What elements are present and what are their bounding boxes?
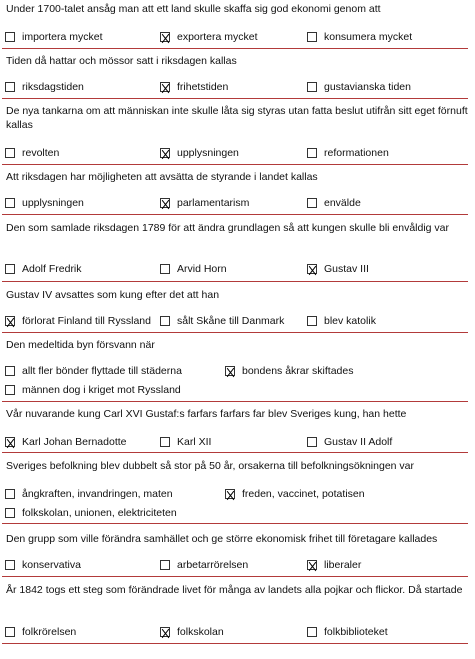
checkbox-checked[interactable]	[307, 264, 317, 274]
answer-option-label: folkrörelsen	[22, 625, 77, 638]
question-divider	[2, 452, 468, 453]
answer-option-label: folkbiblioteket	[324, 625, 388, 638]
answer-option[interactable]	[307, 558, 361, 571]
question-divider	[2, 214, 468, 215]
question-text: Den som samlade riksdagen 1789 för att ändra grundlagen så att kungen skulle bli envåldig var	[6, 222, 450, 234]
answer-option-label: sålt Skåne till Danmark	[177, 314, 285, 327]
answer-option[interactable]	[5, 625, 76, 638]
answer-option-label: folkskolan	[177, 625, 224, 638]
answer-option-label: männen dog i kriget mot Ryssland	[22, 383, 181, 396]
answer-option-label: exportera mycket	[177, 30, 258, 43]
answer-option[interactable]	[5, 435, 127, 448]
answer-option[interactable]	[307, 196, 361, 209]
answer-option[interactable]	[5, 383, 181, 396]
answer-option[interactable]	[307, 435, 392, 448]
checkbox[interactable]	[5, 264, 15, 274]
checkbox-checked[interactable]	[160, 82, 170, 92]
answer-option[interactable]	[5, 364, 182, 377]
answer-option-label: reformationen	[324, 146, 389, 159]
answer-option[interactable]	[307, 30, 412, 43]
question-text: De nya tankarna om att människan inte skulle låta sig styras utan fatta beslut utifrån sitt eget förnuft kallas	[6, 105, 468, 131]
answer-option[interactable]	[160, 558, 248, 571]
answer-option-label: gustavianska tiden	[324, 80, 411, 93]
question-divider	[2, 401, 468, 402]
answer-option-label: förlorat Finland till Ryssland	[22, 314, 151, 327]
checkbox[interactable]	[307, 148, 317, 158]
question-divider	[2, 164, 468, 165]
checkbox[interactable]	[307, 82, 317, 92]
checkbox-checked[interactable]	[225, 366, 235, 376]
answer-option[interactable]	[307, 80, 411, 93]
answer-option[interactable]	[160, 314, 284, 327]
answer-option[interactable]	[5, 314, 151, 327]
answer-option-label: importera mycket	[22, 30, 103, 43]
checkbox[interactable]	[5, 82, 15, 92]
question-text: Den grupp som ville förändra samhället och ge större ekonomisk frihet till företagare kallades	[6, 533, 438, 545]
answer-option[interactable]	[225, 364, 353, 377]
checkbox-checked[interactable]	[160, 627, 170, 637]
question-text: År 1842 togs ett steg som förändrade livet för många av landets alla pojkar och flickor. Då startade	[6, 584, 463, 596]
checkbox-checked[interactable]	[160, 198, 170, 208]
answer-option[interactable]	[5, 30, 103, 43]
answer-option[interactable]	[5, 558, 81, 571]
checkbox[interactable]	[307, 437, 317, 447]
answer-option-label: parlamentarism	[177, 196, 250, 209]
checkbox[interactable]	[5, 366, 15, 376]
answer-option[interactable]	[5, 146, 59, 159]
question-text: Sveriges befolkning blev dubbelt så stor på 50 år, orsakerna till befolkningsökningen var	[6, 460, 414, 472]
answer-option-label: blev katolik	[324, 314, 376, 327]
checkbox-checked[interactable]	[5, 316, 15, 326]
checkbox-checked[interactable]	[307, 560, 317, 570]
checkbox-checked[interactable]	[5, 437, 15, 447]
answer-option[interactable]	[160, 80, 228, 93]
question-divider	[2, 98, 468, 99]
checkbox[interactable]	[5, 627, 15, 637]
checkbox[interactable]	[5, 560, 15, 570]
checkbox[interactable]	[160, 560, 170, 570]
answer-option-label: allt fler bönder flyttade till städerna	[22, 364, 182, 377]
answer-option[interactable]	[5, 262, 82, 275]
answer-option[interactable]	[307, 625, 388, 638]
question-text: Under 1700-talet ansåg man att ett land skulle skaffa sig god ekonomi genom att	[6, 3, 381, 15]
answer-option-label: folkskolan, unionen, elektriciteten	[22, 506, 177, 519]
checkbox-checked[interactable]	[160, 148, 170, 158]
question-divider	[2, 281, 468, 282]
answer-option-label: frihetstiden	[177, 80, 229, 93]
answer-option-label: upplysningen	[177, 146, 239, 159]
answer-option[interactable]	[225, 487, 365, 500]
answer-option[interactable]	[5, 506, 177, 519]
checkbox[interactable]	[307, 198, 317, 208]
question-divider	[2, 48, 468, 49]
checkbox[interactable]	[5, 508, 15, 518]
answer-option-label: bondens åkrar skiftades	[242, 364, 354, 377]
question-text: Den medeltida byn försvann när	[6, 339, 155, 351]
checkbox[interactable]	[307, 32, 317, 42]
answer-option-label: revolten	[22, 146, 60, 159]
answer-option-label: Adolf Fredrik	[22, 262, 82, 275]
answer-option[interactable]	[160, 435, 211, 448]
answer-option[interactable]	[307, 146, 389, 159]
question-divider	[2, 576, 468, 577]
answer-option[interactable]	[307, 262, 369, 275]
answer-option-label: arbetarrörelsen	[177, 558, 249, 571]
checkbox[interactable]	[5, 32, 15, 42]
answer-option-label: ångkraften, invandringen, maten	[22, 487, 173, 500]
checkbox-checked[interactable]	[160, 32, 170, 42]
answer-option[interactable]	[160, 625, 224, 638]
checkbox[interactable]	[307, 627, 317, 637]
answer-option[interactable]	[5, 196, 84, 209]
answer-option-label: Gustav II Adolf	[324, 435, 393, 448]
answer-option-label: riksdagstiden	[22, 80, 84, 93]
question-text: Tiden då hattar och mössor satt i riksdagen kallas	[6, 55, 237, 67]
answer-option[interactable]	[5, 487, 173, 500]
answer-option-label: upplysningen	[22, 196, 84, 209]
question-divider	[2, 332, 468, 333]
checkbox[interactable]	[160, 437, 170, 447]
answer-option[interactable]	[307, 314, 376, 327]
answer-option-label: Karl Johan Bernadotte	[22, 435, 127, 448]
answer-option-label: liberaler	[324, 558, 362, 571]
checkbox[interactable]	[160, 264, 170, 274]
answer-option-label: Arvid Horn	[177, 262, 227, 275]
answer-option[interactable]	[160, 30, 258, 43]
checkbox[interactable]	[307, 316, 317, 326]
checkbox[interactable]	[160, 316, 170, 326]
checkbox[interactable]	[5, 148, 15, 158]
answer-option-label: Gustav III	[324, 262, 369, 275]
answer-option-label: konservativa	[22, 558, 81, 571]
checkbox-checked[interactable]	[225, 489, 235, 499]
answer-option[interactable]	[160, 146, 239, 159]
question-text: Gustav IV avsattes som kung efter det att han	[6, 289, 220, 301]
checkbox[interactable]	[5, 385, 15, 395]
answer-option-label: konsumera mycket	[324, 30, 413, 43]
answer-option[interactable]	[5, 80, 84, 93]
answer-option-label: Karl XII	[177, 435, 212, 448]
answer-option-label: envälde	[324, 196, 361, 209]
checkbox[interactable]	[5, 489, 15, 499]
question-text: Vår nuvarande kung Carl XVI Gustaf:s farfars farfars far blev Sveriges kung, han hette	[6, 408, 407, 420]
answer-option[interactable]	[160, 262, 227, 275]
question-divider	[2, 523, 468, 524]
checkbox[interactable]	[5, 198, 15, 208]
answer-option[interactable]	[160, 196, 249, 209]
question-divider	[2, 643, 468, 644]
answer-option-label: freden, vaccinet, potatisen	[242, 487, 365, 500]
question-text: Att riksdagen har möjligheten att avsätta de styrande i landet kallas	[6, 171, 318, 183]
